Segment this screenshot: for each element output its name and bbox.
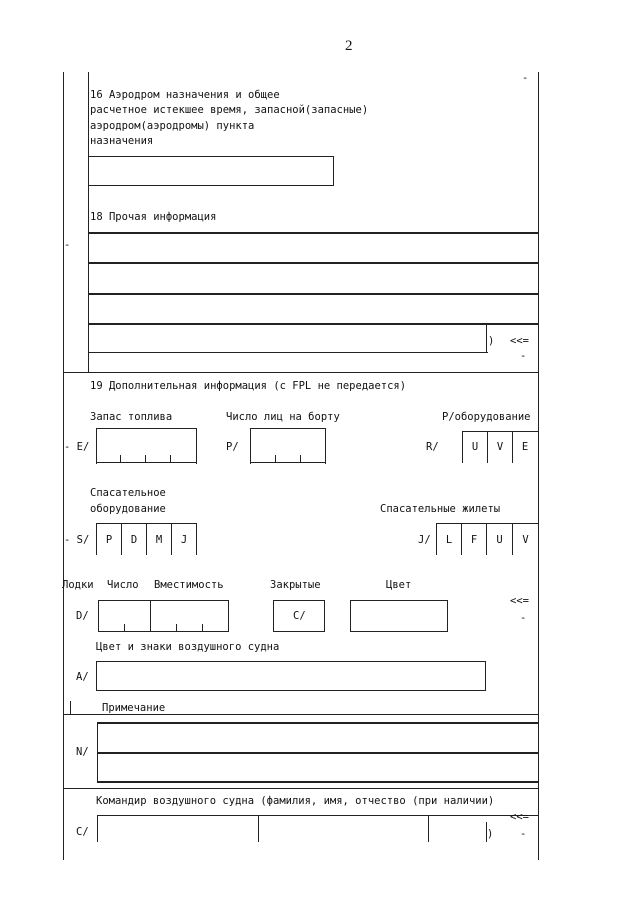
pic-arrow: <<=	[510, 811, 529, 823]
jacket-code-u[interactable]: U	[496, 534, 503, 546]
field16-line1: 16 Аэродром назначения и общее	[90, 89, 280, 101]
jacket-code-f[interactable]: F	[470, 534, 478, 546]
right-frame-line	[538, 72, 539, 372]
field18-arrow: <<=	[510, 335, 529, 347]
fuel-label: Запас топлива	[90, 411, 173, 423]
survival-code-j[interactable]: J	[180, 534, 188, 546]
field18-title: 18 Прочая информация	[90, 211, 217, 223]
aircraft-color-label: Цвет и знаки воздушного судна	[96, 641, 280, 653]
p-prefix: P/	[226, 441, 239, 453]
dinghy-number-input[interactable]	[99, 602, 150, 631]
dinghy-arrow: <<=	[510, 595, 529, 607]
jackets-label: Спасательные жилеты	[380, 503, 501, 515]
left-frame-line	[63, 72, 64, 372]
persons-tick-right	[325, 428, 326, 464]
e-prefix: - E/	[64, 441, 90, 453]
dinghy-dash: -	[520, 612, 527, 624]
pic-label: Командир воздушного судна (фамилия, имя, отчество (при наличии)	[96, 795, 495, 807]
radio-code-v[interactable]: V	[496, 441, 504, 453]
field19-title: 19 Дополнительная информация (с FPL не передается)	[90, 380, 407, 392]
remarks-input[interactable]	[98, 724, 538, 781]
persons-bottom-line	[250, 462, 325, 463]
dinghy-top-line	[98, 600, 228, 601]
section-separator	[63, 372, 539, 373]
radio-code-u[interactable]: U	[471, 441, 479, 453]
field18-paren: )	[488, 335, 495, 347]
s-prefix: - S/	[64, 534, 90, 546]
persons-on-board-input[interactable]	[251, 430, 324, 462]
dinghy-sep-2	[228, 600, 229, 632]
remarks-left-tick	[70, 701, 71, 715]
f19-right-frame	[538, 372, 539, 860]
jacket-code-v[interactable]: V	[522, 534, 529, 546]
pilot-in-command-input[interactable]	[98, 817, 486, 841]
dinghy-bottom-line	[98, 631, 228, 632]
fuel-tick-right	[196, 428, 197, 464]
dash-mark: -	[522, 72, 529, 84]
dinghy-capacity-input[interactable]	[151, 602, 228, 631]
jacket-code-l[interactable]: L	[445, 534, 453, 546]
remarks-label: Примечание	[102, 702, 166, 714]
survival-label-2: оборудование	[90, 503, 166, 515]
other-information-input[interactable]	[89, 234, 538, 352]
pic-paren: )	[487, 828, 494, 840]
field16-line4: назначения	[90, 135, 154, 147]
field16-line3: аэродром(аэродромы) пункта	[90, 120, 255, 132]
fuel-endurance-input[interactable]	[97, 430, 195, 462]
field18-line-5	[88, 352, 488, 353]
persons-top-line	[250, 428, 325, 429]
survival-sep-4	[196, 523, 197, 555]
covered-c-prefix: C/	[293, 610, 306, 622]
fuel-top-line	[96, 428, 196, 429]
j-prefix: J/	[418, 534, 431, 546]
survival-code-p[interactable]: P	[105, 534, 113, 546]
jackets-top-line	[436, 523, 538, 524]
destination-aerodrome-input[interactable]	[88, 156, 334, 186]
radio-label: Р/оборудование	[442, 411, 531, 423]
field18-dash: -	[64, 239, 71, 251]
c-prefix: C/	[76, 826, 89, 838]
color-label: Цвет	[386, 579, 412, 591]
d-prefix: D/	[76, 610, 89, 622]
survival-label-1: Спасательное	[90, 487, 166, 499]
radio-top-line	[462, 431, 538, 432]
r-prefix: R/	[426, 441, 439, 453]
remarks-line-3	[97, 781, 539, 783]
capacity-label: Вместимость	[154, 579, 224, 591]
persons-label: Число лиц на борту	[226, 411, 340, 423]
number-label: Число	[107, 579, 139, 591]
radio-code-e[interactable]: E	[521, 441, 529, 453]
pic-dash: -	[520, 828, 527, 840]
pic-separator	[63, 788, 539, 789]
dinghy-color-input[interactable]	[350, 600, 448, 632]
pic-top-line	[97, 815, 538, 816]
survival-code-d[interactable]: D	[130, 534, 138, 546]
aircraft-color-input[interactable]	[96, 661, 486, 691]
n-prefix: N/	[76, 746, 89, 758]
a-prefix: A/	[76, 671, 89, 683]
remarks-separator	[63, 714, 539, 715]
boats-label: Лодки	[62, 579, 94, 591]
survival-code-m[interactable]: M	[155, 534, 163, 546]
field18-end-dash: -	[520, 350, 527, 362]
fuel-bottom-line	[96, 462, 196, 463]
covered-label: Закрытые	[270, 579, 321, 591]
field16-line2: расчетное истекшее время, запасной(запасные)	[90, 104, 369, 116]
page-number: 2	[345, 38, 353, 54]
